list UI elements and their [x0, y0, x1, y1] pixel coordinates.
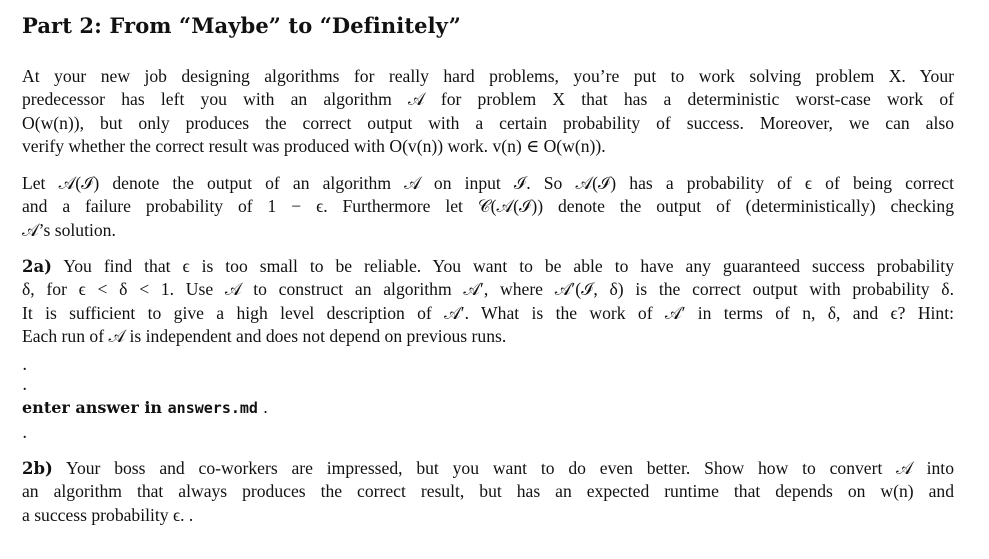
paragraph-line: O(w(n)), but only produces the correct output with a certain probability of success. Moreover, we can also — [22, 112, 954, 133]
question-2b — [22, 457, 954, 527]
definitions-paragraph — [22, 172, 954, 242]
paragraph-line: δ, for ϵ < δ < 1. Use 𝒜 to construct an algorithm 𝒜′, where 𝒜′(ℐ, δ) is the correct output with probability δ. — [22, 279, 954, 300]
question-text: Your boss and co-workers are impressed, but you want to do even better. Show how to convert 𝒜 into — [66, 458, 954, 478]
paragraph-line: and a failure probability of 1 − ϵ. Furthermore let 𝒞(𝒜(ℐ)) denote the output of (deterministically) checking — [22, 196, 954, 217]
intro-paragraph — [22, 65, 954, 158]
answer-prefix: enter answer in — [22, 398, 163, 417]
paragraph-line: Each run of 𝒜 is independent and does not depend on previous runs. — [22, 325, 507, 346]
vertical-dot: . — [22, 423, 28, 443]
answer-instruction — [22, 398, 268, 417]
paragraph-line: verify whether the correct result was produced with O(v(n)) work. v(n) ∈ O(w(n)). — [22, 135, 606, 156]
question-2a — [22, 255, 954, 348]
paragraph-line: predecessor has left you with an algorithm 𝒜 for problem X that has a deterministic worst-case work of — [22, 89, 954, 110]
vertical-dot: . — [22, 355, 28, 375]
paragraph-line: Let 𝒜(ℐ) denote the output of an algorithm 𝒜 on input ℐ. So 𝒜(ℐ) has a probability of ϵ of being correct — [22, 173, 954, 193]
paragraph-line — [22, 457, 954, 480]
paragraph-line: At your new job designing algorithms for really hard problems, you’re put to work solving problem X. Your — [22, 66, 954, 86]
paragraph-line — [22, 255, 954, 278]
answer-suffix: . — [257, 398, 269, 417]
paragraph-line: It is sufficient to give a high level description of 𝒜′. What is the work of 𝒜′ in terms of n, δ, and ϵ? Hint: — [22, 302, 954, 323]
question-text: You find that ϵ is too small to be reliable. You want to be able to have any guaranteed success probability — [63, 256, 954, 276]
paragraph-line: 𝒜’s solution. — [22, 219, 116, 240]
section-title: Part 2: From “Maybe” to “Definitely” — [22, 13, 461, 38]
vertical-dot: . — [22, 375, 28, 395]
question-label: 2b) — [22, 459, 53, 478]
paragraph-line: a success probability ϵ. . — [22, 504, 194, 525]
paragraph-line: an algorithm that always produces the correct result, but has an expected runtime that depends on w(n) and — [22, 481, 954, 502]
answer-file-name: answers.md — [167, 399, 258, 417]
question-label: 2a) — [22, 257, 52, 276]
